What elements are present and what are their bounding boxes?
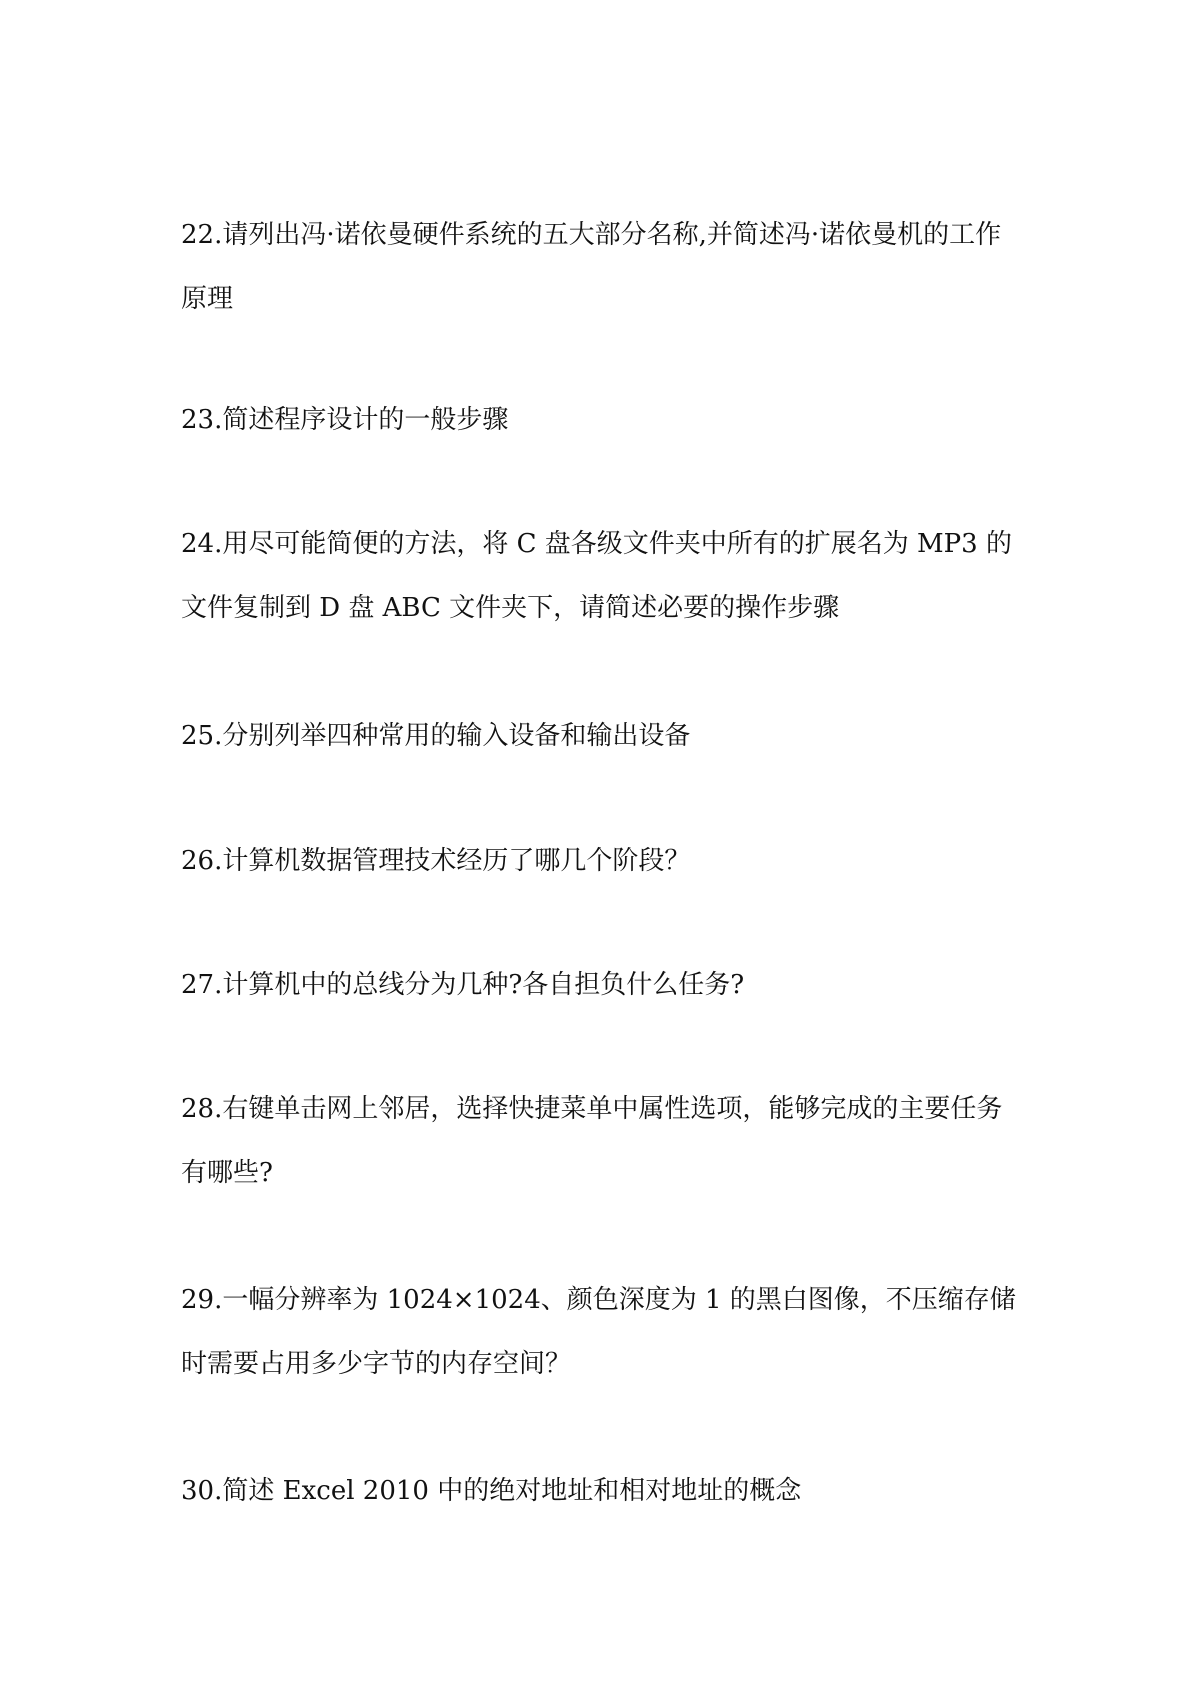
question-23: 23.简述程序设计的一般步骤: [181, 405, 509, 435]
question-24: 24.用尽可能简便的方法，将 C 盘各级文件夹中所有的扩展名为 MP3 的文件复制到 D 盘 ABC 文件夹下，请简述必要的操作步骤: [181, 529, 1012, 623]
question-26: 26.计算机数据管理技术经历了哪几个阶段？: [181, 846, 691, 876]
question-30: 30.简述 Excel 2010 中的绝对地址和相对地址的概念: [181, 1476, 802, 1506]
question-28: 28.右键单击网上邻居，选择快捷菜单中属性选项，能够完成的主要任务有哪些?: [181, 1094, 1003, 1188]
question-25: 25.分别列举四种常用的输入设备和输出设备: [181, 721, 691, 751]
question-29: 29.一幅分辨率为 1024×1024、颜色深度为 1 的黑白图像，不压缩存储时需要占用多少字节的内存空间？: [181, 1285, 1016, 1379]
question-22: 22.请列出冯·诺依曼硬件系统的五大部分名称,并简述冯·诺依曼机的工作原理: [181, 220, 1002, 314]
question-27: 27.计算机中的总线分为几种?各自担负什么任务?: [181, 970, 745, 1000]
